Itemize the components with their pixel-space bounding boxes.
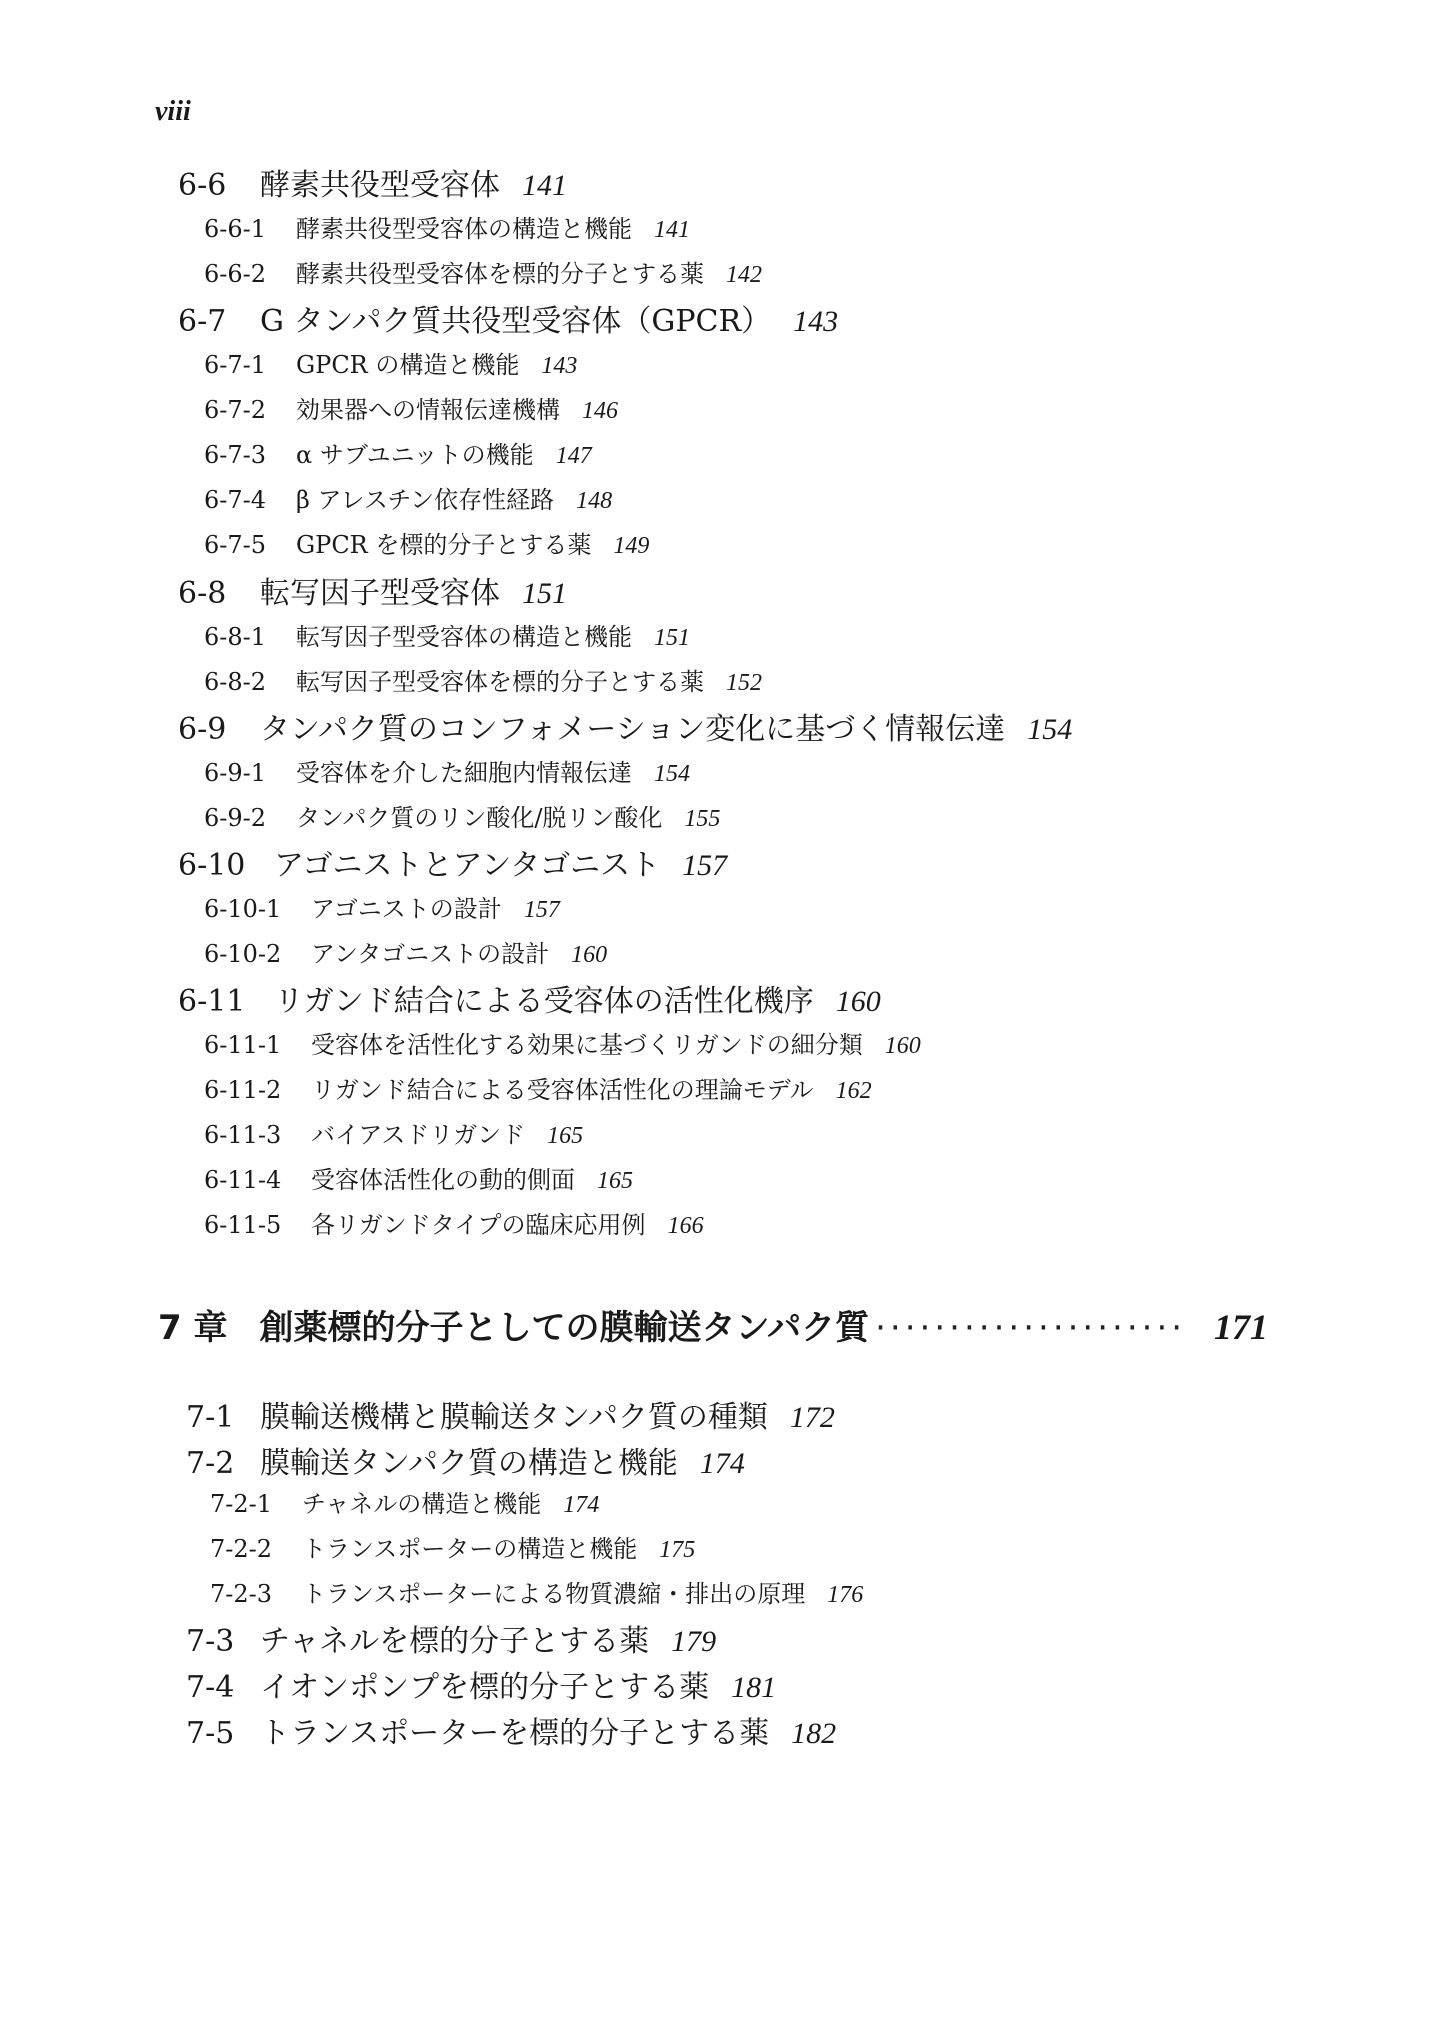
entry-title: 転写因子型受容体を標的分子とする薬 xyxy=(296,668,704,696)
entry-page: 181 xyxy=(731,1671,777,1704)
entry-number: 7-3 xyxy=(186,1624,235,1659)
entry-number: 6-7-5 xyxy=(204,531,267,559)
entry-page: 151 xyxy=(654,625,690,651)
dot-leader: ····················· xyxy=(875,1308,1187,1348)
entry-page: 182 xyxy=(791,1717,837,1750)
entry-page: 174 xyxy=(699,1447,745,1480)
entry-number: 6-10-1 xyxy=(204,895,282,923)
toc-entry xyxy=(210,1529,695,1564)
entry-title: 転写因子型受容体の構造と機能 xyxy=(296,623,632,651)
entry-title: 膜輸送機構と膜輸送タンパク質の種類 xyxy=(260,1400,768,1435)
entry-page: 160 xyxy=(835,985,881,1018)
toc-entry xyxy=(204,617,690,652)
entry-title: 酵素共役型受容体 xyxy=(260,168,500,203)
chapter-title: 創薬標的分子としての膜輸送タンパク質 xyxy=(259,1308,870,1348)
entry-number: 6-8 xyxy=(178,576,227,611)
entry-title: β アレスチン依存性経路 xyxy=(296,486,555,514)
toc-entry xyxy=(178,976,881,1020)
toc-entry xyxy=(186,1392,835,1436)
entry-page: 142 xyxy=(726,262,762,288)
entry-title: GPCR の構造と機能 xyxy=(296,351,520,379)
entry-number: 7-5 xyxy=(186,1716,235,1751)
entry-number: 6-6 xyxy=(178,168,227,203)
toc-entry xyxy=(204,1205,704,1240)
entry-title: バイアスドリガンド xyxy=(311,1121,526,1149)
entry-number: 6-7-4 xyxy=(204,486,267,514)
toc-entry xyxy=(186,1662,776,1706)
entry-title: アゴニストとアンタゴニスト xyxy=(274,848,661,883)
toc-entry xyxy=(204,345,577,380)
entry-page: 143 xyxy=(793,305,839,338)
entry-number: 6-11-4 xyxy=(204,1166,282,1194)
entry-title: トランスポーターを標的分子とする薬 xyxy=(260,1716,770,1751)
entry-page: 155 xyxy=(684,806,721,832)
entry-title: G タンパク質共役型受容体（GPCR） xyxy=(260,304,772,339)
entry-title: タンパク質のリン酸化/脱リン酸化 xyxy=(296,804,663,832)
entry-title: トランスポーターの構造と機能 xyxy=(302,1535,638,1563)
entry-page: 176 xyxy=(827,1582,864,1608)
toc-entry xyxy=(178,840,727,884)
entry-page: 157 xyxy=(682,849,728,882)
entry-number: 6-9 xyxy=(178,712,227,747)
chapter-page: 171 xyxy=(1214,1307,1268,1347)
toc-entry xyxy=(204,435,592,470)
entry-title: イオンポンプを標的分子とする薬 xyxy=(260,1670,710,1705)
entry-title: タンパク質のコンフォメーション変化に基づく情報伝達 xyxy=(260,712,1006,747)
entry-page: 141 xyxy=(654,217,690,243)
entry-number: 6-8-1 xyxy=(204,623,267,651)
entry-number: 7-1 xyxy=(186,1400,235,1435)
entry-number: 6-9-2 xyxy=(204,804,267,832)
entry-title: 受容体を介した細胞内情報伝達 xyxy=(296,759,632,787)
entry-page: 154 xyxy=(1027,713,1073,746)
toc-entry xyxy=(204,209,690,244)
toc-entry xyxy=(204,889,560,924)
entry-title: チャネルの構造と機能 xyxy=(302,1490,542,1518)
entry-page: 157 xyxy=(523,897,560,923)
entry-title: GPCR を標的分子とする薬 xyxy=(296,531,592,559)
entry-page: 174 xyxy=(563,1492,600,1518)
entry-page: 172 xyxy=(789,1401,835,1434)
entry-page: 146 xyxy=(582,398,618,424)
entry-page: 165 xyxy=(547,1123,584,1149)
toc-entry xyxy=(204,254,762,289)
entry-number: 6-11-3 xyxy=(204,1121,282,1149)
entry-number: 6-7 xyxy=(178,304,227,339)
page-folio: viii xyxy=(155,96,191,127)
entry-title: 各リガンドタイプの臨床応用例 xyxy=(311,1211,646,1239)
entry-title: リガンド結合による受容体活性化の理論モデル xyxy=(311,1076,814,1104)
entry-page: 152 xyxy=(726,670,762,696)
toc-entry xyxy=(204,1025,921,1060)
entry-page: 175 xyxy=(659,1537,696,1563)
entry-title: α サブユニットの機能 xyxy=(296,441,534,469)
entry-number: 6-10 xyxy=(178,848,246,883)
toc-entry xyxy=(204,480,612,515)
entry-page: 149 xyxy=(613,533,650,559)
entry-page: 179 xyxy=(671,1625,717,1658)
entry-number: 6-10-2 xyxy=(204,940,282,968)
toc-entry xyxy=(186,1438,745,1482)
entry-number: 7-2-2 xyxy=(210,1535,273,1563)
entry-number: 6-6-1 xyxy=(204,215,267,243)
entry-number: 6-11-1 xyxy=(204,1031,282,1059)
entry-page: 151 xyxy=(522,577,567,610)
entry-number: 7-2-3 xyxy=(210,1580,273,1608)
entry-page: 160 xyxy=(884,1033,921,1059)
entry-number: 7-2-1 xyxy=(210,1490,273,1518)
entry-page: 165 xyxy=(597,1168,633,1194)
entry-title: 酵素共役型受容体の構造と機能 xyxy=(296,215,632,243)
entry-number: 6-11 xyxy=(178,984,246,1019)
toc-entry xyxy=(204,934,607,969)
entry-title: 効果器への情報伝達機構 xyxy=(296,396,560,424)
entry-title: 転写因子型受容体 xyxy=(260,576,500,611)
toc-entry xyxy=(178,296,838,340)
entry-number: 7-2 xyxy=(186,1446,235,1481)
entry-title: リガンド結合による受容体の活性化機序 xyxy=(274,984,814,1019)
entry-number: 7-4 xyxy=(186,1670,235,1705)
entry-page: 143 xyxy=(541,353,578,379)
toc-entry xyxy=(178,160,567,204)
entry-number: 6-6-2 xyxy=(204,260,267,288)
entry-page: 162 xyxy=(835,1078,872,1104)
entry-number: 6-8-2 xyxy=(204,668,267,696)
toc-entry xyxy=(204,1160,633,1195)
entry-title: 膜輸送タンパク質の構造と機能 xyxy=(260,1446,678,1481)
toc-entry xyxy=(204,753,690,788)
entry-number: 6-7-2 xyxy=(204,396,267,424)
entry-number: 6-7-3 xyxy=(204,441,267,469)
entry-page: 166 xyxy=(667,1213,704,1239)
entry-page: 154 xyxy=(654,761,690,787)
toc-entry xyxy=(178,568,567,612)
entry-title: 受容体活性化の動的側面 xyxy=(311,1166,575,1194)
entry-number: 6-7-1 xyxy=(204,351,267,379)
chapter-heading xyxy=(158,1300,1268,1349)
entry-page: 148 xyxy=(576,488,613,514)
entry-title: アンタゴニストの設計 xyxy=(311,940,550,968)
toc-entry xyxy=(186,1708,836,1752)
toc-entry xyxy=(186,1616,716,1660)
entry-number: 6-11-5 xyxy=(204,1211,282,1239)
chapter-number: 7 章 xyxy=(158,1308,228,1348)
entry-number: 6-9-1 xyxy=(204,759,267,787)
entry-title: チャネルを標的分子とする薬 xyxy=(260,1624,650,1659)
entry-title: トランスポーターによる物質濃縮・排出の原理 xyxy=(302,1580,806,1608)
toc-entry xyxy=(204,662,762,697)
entry-title: 受容体を活性化する効果に基づくリガンドの細分類 xyxy=(311,1031,863,1059)
toc-entry xyxy=(210,1574,863,1609)
entry-title: 酵素共役型受容体を標的分子とする薬 xyxy=(296,260,704,288)
entry-title: アゴニストの設計 xyxy=(311,895,502,923)
toc-entry xyxy=(204,525,649,560)
toc-entry xyxy=(204,390,618,425)
toc-entry xyxy=(204,1115,583,1150)
entry-page: 160 xyxy=(571,942,608,968)
toc-entry xyxy=(210,1484,599,1519)
entry-page: 141 xyxy=(522,169,567,202)
toc-entry xyxy=(178,704,1072,748)
entry-page: 147 xyxy=(555,443,592,469)
entry-number: 6-11-2 xyxy=(204,1076,282,1104)
toc-entry xyxy=(204,1070,872,1105)
toc-entry xyxy=(204,798,720,833)
